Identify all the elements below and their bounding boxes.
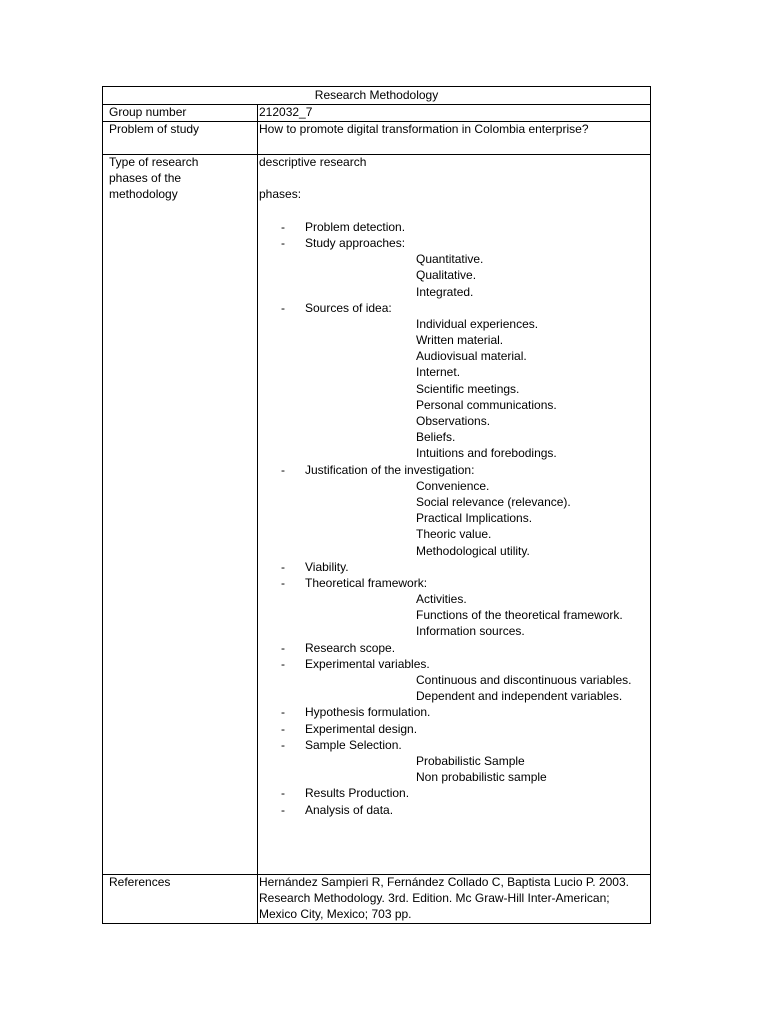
phase-subitem-text: Activities. <box>416 592 467 607</box>
bullet-dash: - <box>281 721 285 736</box>
phase-subitem <box>259 267 651 283</box>
phase-subitem <box>259 348 651 364</box>
reference-line: Mexico City, Mexico; 703 pp. <box>259 907 412 922</box>
phase-subitem-text: Beliefs. <box>416 430 456 445</box>
phase-subitem <box>259 381 651 397</box>
phase-subitem-text: Audiovisual material. <box>416 349 527 364</box>
phase-subitem <box>259 591 651 607</box>
phase-subitem <box>259 672 651 688</box>
phase-name: Experimental design. <box>305 721 418 736</box>
phase-subitem-text: Probabilistic Sample <box>416 753 525 768</box>
bullet-dash: - <box>281 575 285 590</box>
phase-item <box>259 656 651 672</box>
phase-subitem-text: Methodological utility. <box>416 543 530 558</box>
table-title: Research Methodology <box>314 88 439 102</box>
phase-subitem <box>259 607 651 623</box>
phase-subitem <box>259 769 651 785</box>
bullet-dash: - <box>281 656 285 671</box>
phase-subitem <box>259 364 651 380</box>
phase-item <box>259 785 651 801</box>
phase-item <box>259 235 651 251</box>
bullet-dash: - <box>281 235 285 250</box>
phase-subitem-text: Functions of the theoretical framework. <box>416 608 623 623</box>
phase-item <box>259 704 651 720</box>
phase-name: Problem detection. <box>305 219 406 234</box>
phase-subitem-text: Social relevance (relevance). <box>416 494 571 509</box>
phase-subitem <box>259 284 651 300</box>
phase-subitem-text: Qualitative. <box>416 268 477 283</box>
phase-subitem-text: Internet. <box>416 365 461 380</box>
phase-subitem-text: Intuitions and forebodings. <box>416 446 557 461</box>
phase-subitem <box>259 445 651 461</box>
phase-subitem <box>259 316 651 332</box>
phase-subitem-text: Integrated. <box>416 284 474 299</box>
phases-label: phases: <box>259 187 302 202</box>
bullet-dash: - <box>281 559 285 574</box>
phase-subitem-text: Dependent and independent variables. <box>416 689 623 704</box>
column-divider <box>257 104 258 923</box>
phase-subitem-text: Individual experiences. <box>416 316 539 331</box>
bullet-dash: - <box>281 640 285 655</box>
phase-name: Experimental variables. <box>305 656 430 671</box>
phase-subitem <box>259 623 651 639</box>
bullet-dash: - <box>281 802 285 817</box>
phases-content <box>259 154 651 818</box>
bullet-dash: - <box>281 462 285 477</box>
phase-subitem-text: Continuous and discontinuous variables. <box>416 673 632 687</box>
references-value <box>259 874 629 923</box>
phase-name: Hypothesis formulation. <box>305 705 431 720</box>
phase-subitem <box>259 526 651 542</box>
phase-subitem-text: Scientific meetings. <box>416 381 520 396</box>
phase-item <box>259 300 651 316</box>
phase-item <box>259 462 651 478</box>
phase-name: Results Production. <box>305 786 410 801</box>
phase-name: Justification of the investigation: <box>305 462 475 477</box>
methodology-table <box>102 86 651 924</box>
type-label-line: methodology <box>109 187 178 202</box>
reference-line: Hernández Sampieri R, Fernández Collado C, Baptista Lucio P. 2003. <box>259 875 629 889</box>
phase-name: Analysis of data. <box>305 802 394 817</box>
phase-item <box>259 737 651 753</box>
phase-subitem-text: Written material. <box>416 333 504 348</box>
problem-value: How to promote digital transformation in Colombia enterprise? <box>259 122 589 136</box>
type-label <box>109 154 198 203</box>
group-number-label: Group number <box>109 105 187 119</box>
phase-subitem-text: Quantitative. <box>416 252 484 267</box>
type-label-line: Type of research <box>109 155 199 169</box>
phase-subitem <box>259 494 651 510</box>
references-label: References <box>109 875 171 889</box>
phase-subitem <box>259 543 651 559</box>
phase-subitem-text: Non probabilistic sample <box>416 770 547 785</box>
bullet-dash: - <box>281 737 285 752</box>
bullet-dash: - <box>281 219 285 234</box>
problem-label: Problem of study <box>109 122 200 136</box>
research-type: descriptive research <box>259 155 367 169</box>
reference-line: Research Methodology. 3rd. Edition. Mc Graw-Hill Inter-American; <box>259 891 610 906</box>
phase-subitem <box>259 688 651 704</box>
phase-item <box>259 219 651 235</box>
phase-subitem-text: Practical Implications. <box>416 511 533 526</box>
phase-subitem <box>259 397 651 413</box>
phase-name: Viability. <box>305 559 349 574</box>
phase-subitem <box>259 478 651 494</box>
bullet-dash: - <box>281 786 285 801</box>
phase-item <box>259 802 651 818</box>
phase-item <box>259 575 651 591</box>
phase-subitem <box>259 332 651 348</box>
phase-name: Sample Selection. <box>305 737 402 752</box>
phase-subitem <box>259 753 651 769</box>
phase-subitem <box>259 429 651 445</box>
phase-subitem <box>259 413 651 429</box>
type-label-line: phases of the <box>109 171 182 186</box>
bullet-dash: - <box>281 300 285 315</box>
phase-item <box>259 640 651 656</box>
phase-subitem-text: Convenience. <box>416 478 490 493</box>
bullet-dash: - <box>281 705 285 720</box>
phase-item <box>259 721 651 737</box>
group-number-value: 212032_7 <box>259 105 313 119</box>
phase-subitem-text: Observations. <box>416 414 491 428</box>
phase-subitem <box>259 251 651 267</box>
phase-name: Theoretical framework: <box>305 575 428 590</box>
phase-name: Research scope. <box>305 640 396 655</box>
phase-item <box>259 559 651 575</box>
phase-name: Sources of idea: <box>305 300 392 315</box>
phase-subitem-text: Information sources. <box>416 624 525 639</box>
phase-subitem <box>259 510 651 526</box>
phase-list <box>259 219 651 818</box>
phase-subitem-text: Theoric value. <box>416 527 492 542</box>
phase-subitem-text: Personal communications. <box>416 397 557 412</box>
phase-name: Study approaches: <box>305 235 406 250</box>
